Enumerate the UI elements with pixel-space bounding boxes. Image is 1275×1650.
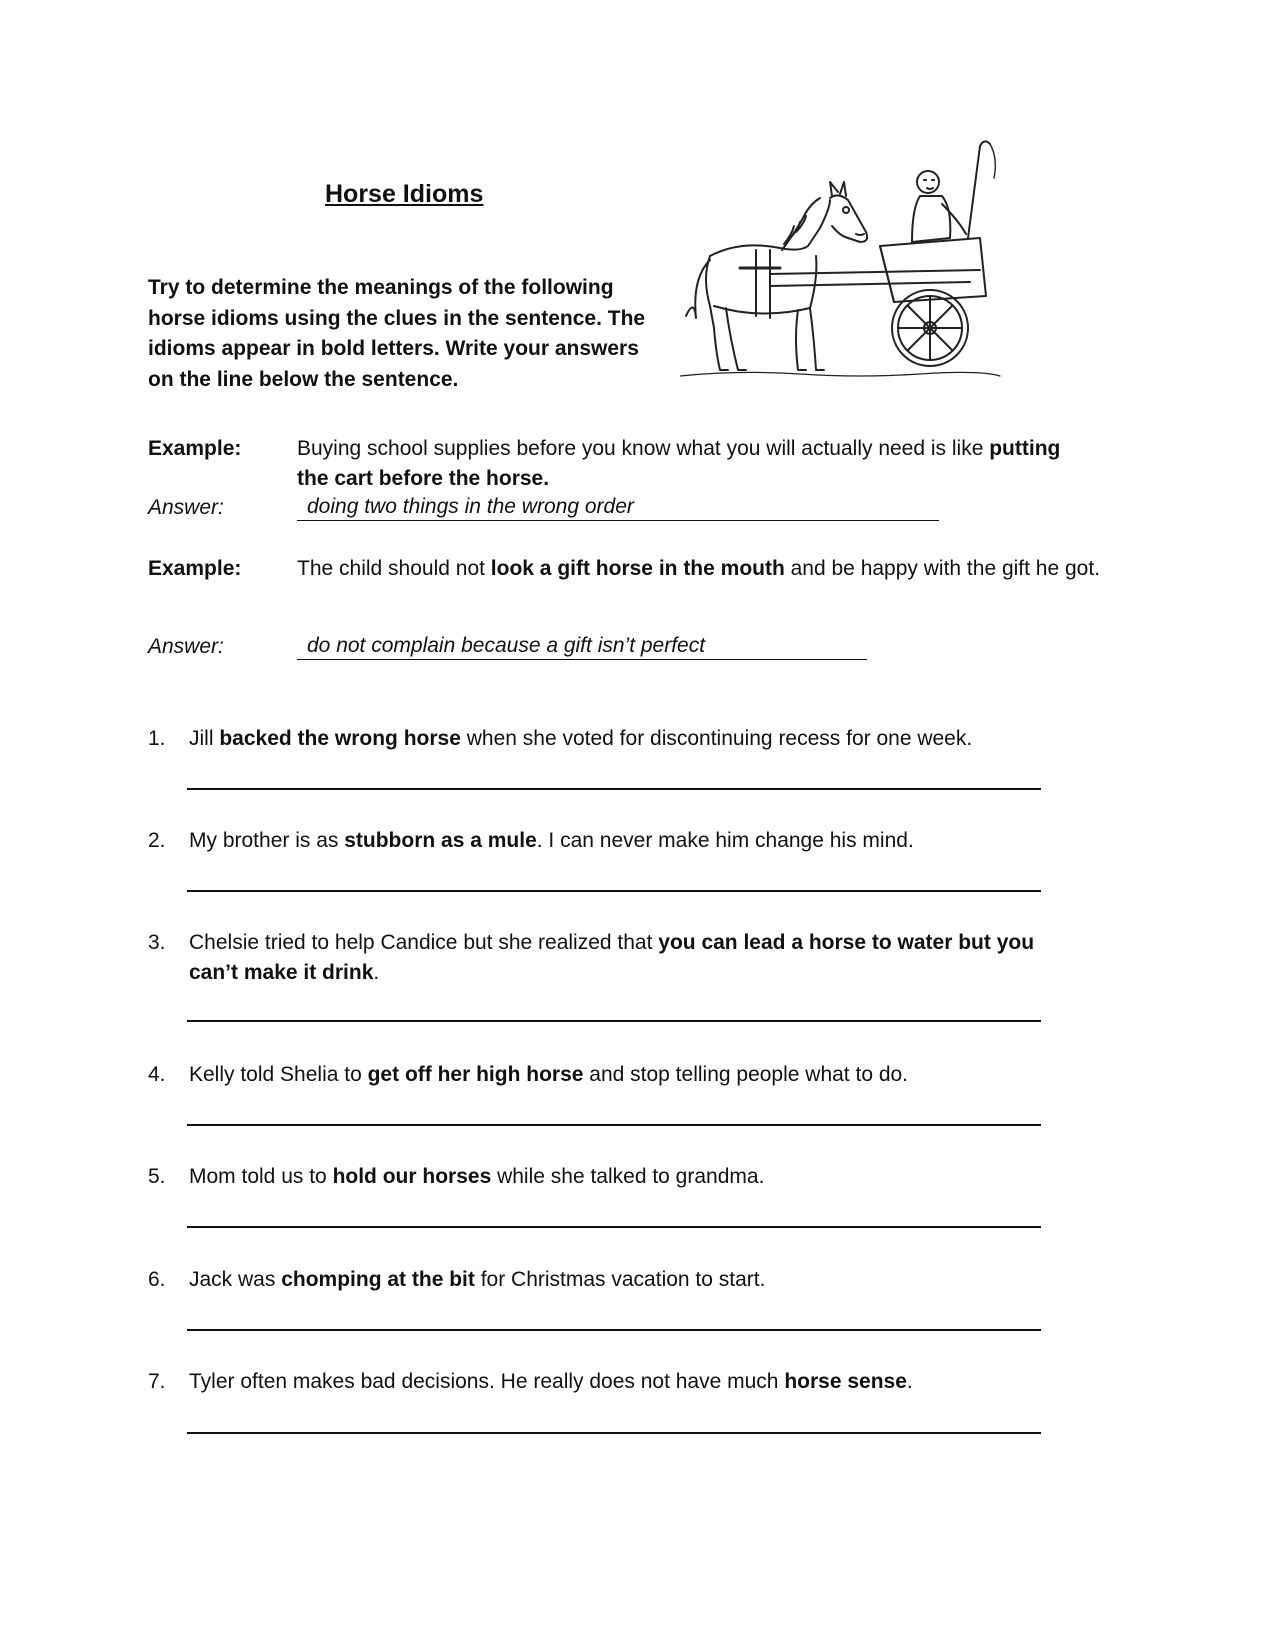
- example-sentence: [297, 434, 1077, 494]
- answer-line[interactable]: [187, 788, 1041, 790]
- sentence-text: when she voted for discontinuing recess for one week.: [460, 727, 973, 750]
- sentence-text: The child should not: [297, 557, 491, 580]
- answer-line[interactable]: [187, 890, 1041, 892]
- sentence-text: and be happy with the gift he got.: [784, 557, 1101, 580]
- sentence-text: Jack was: [189, 1268, 282, 1291]
- question-number: 4.: [148, 1063, 166, 1086]
- sentence-text: . I can never make him change his mind.: [536, 829, 914, 852]
- idiom-text: get off her high horse: [367, 1063, 584, 1086]
- sentence-text: and stop telling people what to do.: [583, 1063, 909, 1086]
- sentence-text: Tyler often makes bad decisions. He really does not have much: [189, 1370, 785, 1393]
- question-number: 5.: [148, 1165, 166, 1188]
- sentence-text: My brother is as: [189, 829, 345, 852]
- question-number: 6.: [148, 1268, 166, 1291]
- answer-line[interactable]: [187, 1226, 1041, 1228]
- question-text: [189, 826, 1069, 856]
- example-answer: doing two things in the wrong order: [297, 494, 939, 521]
- idiom-text: putting the cart before the horse.: [297, 437, 1061, 490]
- question-number: 2.: [148, 829, 166, 852]
- question-text: [189, 1367, 1069, 1397]
- answer-line[interactable]: [187, 1020, 1041, 1022]
- sentence-text: while she talked to grandma.: [491, 1165, 765, 1188]
- example-sentence: [297, 554, 1117, 584]
- idiom-text: horse sense: [784, 1370, 907, 1393]
- answer-line[interactable]: [187, 1124, 1041, 1126]
- idiom-text: chomping at the bit: [281, 1268, 475, 1291]
- answer-label: Answer:: [148, 635, 224, 658]
- sentence-text: .: [373, 961, 380, 984]
- question-text: [189, 1060, 1069, 1090]
- horse-and-cart-icon: [680, 138, 1025, 398]
- instructions: Try to determine the meanings of the following horse idioms using the clues in the sentence. The idioms appear in bold letters. Write your answers on the line below the sentence.: [148, 276, 646, 391]
- idiom-text: stubborn as a mule: [344, 829, 537, 852]
- question-number: 1.: [148, 727, 166, 750]
- idiom-text: you can lead a horse to water but you can’t make it drink: [189, 931, 1035, 984]
- question-text: [189, 928, 1039, 988]
- sentence-text: Buying school supplies before you know what you will actually need is like: [297, 437, 990, 460]
- sentence-text: for Christmas vacation to start.: [474, 1268, 766, 1291]
- sentence-text: Mom told us to: [189, 1165, 333, 1188]
- question-text: [189, 724, 1069, 754]
- question-text: [189, 1265, 1069, 1295]
- question-number: 3.: [148, 931, 166, 954]
- example-label: Example:: [148, 557, 242, 580]
- sentence-text: Chelsie tried to help Candice but she realized that: [189, 931, 659, 954]
- idiom-text: backed the wrong horse: [219, 727, 461, 750]
- answer-line[interactable]: [187, 1432, 1041, 1434]
- sentence-text: Jill: [189, 727, 220, 750]
- question-text: [189, 1162, 1069, 1192]
- sentence-text: .: [906, 1370, 913, 1393]
- answer-label: Answer:: [148, 496, 224, 519]
- answer-line[interactable]: [187, 1329, 1041, 1331]
- question-number: 7.: [148, 1370, 166, 1393]
- idiom-text: hold our horses: [332, 1165, 492, 1188]
- idiom-text: look a gift horse in the mouth: [490, 557, 785, 580]
- example-label: Example:: [148, 437, 242, 460]
- page-title: Horse Idioms: [325, 180, 484, 208]
- sentence-text: Kelly told Shelia to: [189, 1063, 368, 1086]
- example-answer: do not complain because a gift isn’t perfect: [297, 633, 867, 660]
